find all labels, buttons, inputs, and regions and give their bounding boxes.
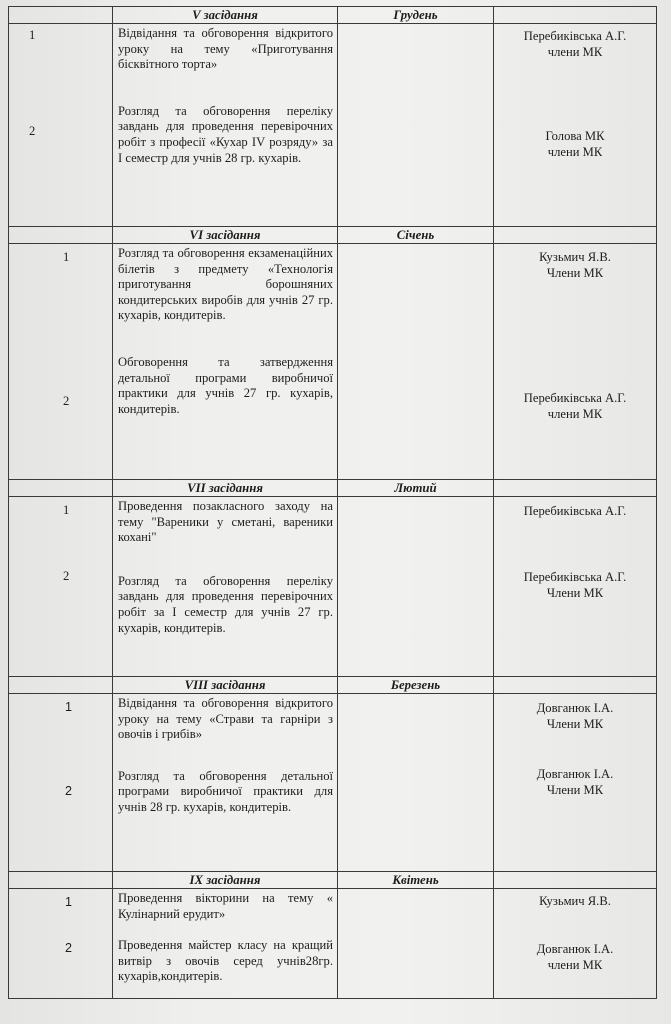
section-month: Грудень (338, 7, 494, 24)
task-text: Розгляд та обговорення переліку завдань для проведення перевірочних робіт за I семестр для учнів 27 гр. кухарів, кондитерів. (118, 573, 333, 635)
responsible: Довганюк І.А. Члени МК (536, 701, 614, 731)
meeting-plan-table (8, 6, 657, 999)
section-month: Лютий (338, 480, 494, 497)
task-text: Проведення вікторини на тему « Кулінарний ерудит» (118, 891, 333, 921)
task-text: Проведення позакласного заходу на тему "Вареники у сметані, вареники кохані" (118, 499, 333, 545)
section-body (9, 889, 657, 999)
item-number: 1 (29, 28, 36, 42)
section-title: V засідання (113, 7, 338, 24)
responsible: Перебиківська А.Г. члени МК (523, 29, 627, 59)
section-title: VIII засідання (113, 677, 338, 694)
responsible: Перебиківська А.Г. члени МК (523, 391, 627, 421)
responsible: Голова МК члени МК (545, 129, 605, 159)
section-header (9, 480, 657, 497)
section-body (9, 244, 657, 480)
section-body (9, 24, 657, 227)
task-text: Відвідання та обговорення відкритого уроку на тему «Приготування бісквітного торта» (118, 26, 333, 72)
section-header (9, 677, 657, 694)
responsible: Перебиківська А.Г. (523, 504, 627, 518)
section-month: Березень (338, 677, 494, 694)
section-title: IX засідання (113, 872, 338, 889)
item-number: 1 (63, 503, 70, 517)
item-number: 2 (65, 784, 73, 798)
section-body (9, 694, 657, 872)
section-title: VII засідання (113, 480, 338, 497)
responsible: Довганюк І.А. Члени МК (536, 767, 614, 797)
item-number: 2 (63, 394, 70, 408)
section-month: Січень (338, 227, 494, 244)
task-text: Розгляд та обговорення переліку завдань для проведення перевірочних робіт з професії «Кухар IV розряду» за I семестр для учнів 28 гр. кухарів. (118, 103, 333, 165)
responsible: Перебиківська А.Г. Члени МК (523, 570, 627, 600)
section-header (9, 227, 657, 244)
item-number: 1 (65, 700, 73, 714)
task-text: Розгляд та обговорення екзаменаційних білетів з предмету «Технологія приготування борошняних кондитерських виробів для учнів 27 гр. кухарів, кондитерів. (118, 246, 333, 323)
section-month: Квітень (338, 872, 494, 889)
section-header (9, 872, 657, 889)
item-number: 1 (63, 250, 70, 264)
section-body (9, 497, 657, 677)
item-number: 2 (63, 569, 70, 583)
item-number: 1 (65, 895, 73, 909)
item-number: 2 (29, 124, 36, 138)
responsible: Кузьмич Я.В. Члени МК (539, 250, 611, 280)
task-text: Обговорення та затвердження детальної програми виробничої практики для учнів 27 гр. кухарів, кондитерів. (118, 354, 333, 416)
responsible: Кузьмич Я.В. (539, 894, 611, 908)
section-title: VI засідання (113, 227, 338, 244)
section-header (9, 7, 657, 24)
task-text: Проведення майстер класу на кращий витвір з овочів серед учнів28гр. кухарів,кондитерів. (118, 938, 333, 984)
task-text: Розгляд та обговорення детальної програми виробничої практики для учнів 28 гр. кухарів, кондитерів. (118, 768, 333, 814)
item-number: 2 (65, 941, 73, 955)
responsible: Довганюк І.А. члени МК (536, 942, 614, 972)
task-text: Відвідання та обговорення відкритого уроку на тему «Страви та гарніри з овочів і грибів» (118, 696, 333, 742)
